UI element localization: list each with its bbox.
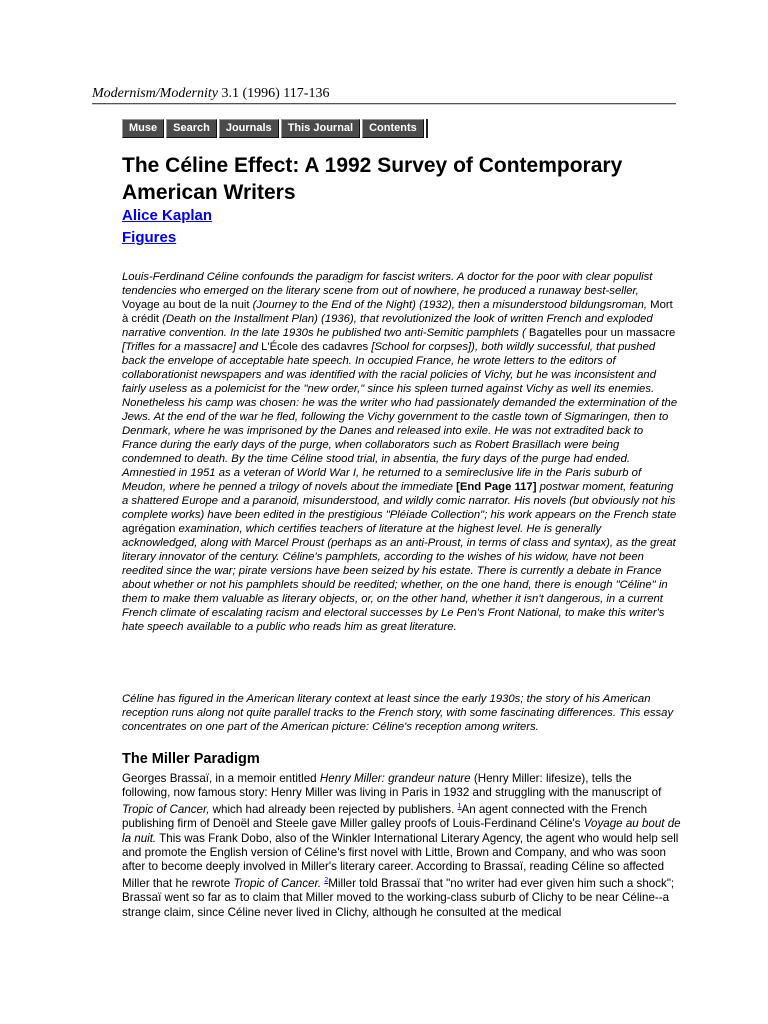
citation-details: 3.1 (1996) 117-136 xyxy=(217,86,330,101)
abstract-text: postwar moment, featuring a shattered Europe and a paranoid, misunderstood, and wildly comic narrator. His novels (but obviously not his complete works) have been edited in the prestigious "Pléiade Collection"; his work appears on the French state xyxy=(122,481,677,521)
body-text: This was Frank Dobo, also of the Winkler International Literary Agency, the agent who would help sell and promote the English version of Céline's first novel with Little, Brown and Company, and who was soon after to become deeply involved in Miller's literary career. According to Brassaï, reading Céline so affected Miller that he rewrote xyxy=(122,831,679,891)
body-text: Miller told Brassaï that "no writer had ever given him such a shock"; Brassaï went so far as to claim that Miller moved to the working-class suburb of Clichy to be near Céline--a strange claim, since Céline never lived in Clichy, although he consulted at the medical xyxy=(122,877,675,919)
abstract-text: [School for corpses]), both wildly successful, that pushed back the envelope of acceptable hate speech. In occupied France, he wrote letters to the editors of collaborationist newspapers and was identified with the racial policies of Vichy, but he was inconsistent and fairly useless as a polemicist for the "new order," since his spleen turned against Vichy as well its enemies. Nonetheless his camp was chosen: he was the writer who had passionately demanded the extermination of the Jews. At the end of the war he fled, following the Vichy government to the castle town of Sigmaringen, then to Denmark, where he was imprisoned by the Danes and released into exile. He was not extradited back to France during the early days of the purge, when collaborators such as Robert Brasillach were being condemned to death. By the time Céline stood trial, in absentia, the fury days of the purge had ended. Amnestied in 1951 as a veteran of World War I, he returned to a semireclusive life in the Paris suburb of Meudon, where he penned a trilogy of novels about the immediate xyxy=(122,341,678,493)
abstract-text: (Death on the Installment Plan) (1936), that revolutionized the look of written French and exploded narrative convention. In the late 1930s he published two anti-Semitic pamphlets ( xyxy=(122,313,653,339)
nav-journals-button[interactable]: Journals xyxy=(219,119,279,138)
body-text: (Henry Miller: lifesize), tells the following, now famous story: Henry Miller was living in Paris in 1932 and struggling with the manuscript of xyxy=(122,772,662,800)
book-title: Henry Miller: grandeur nature xyxy=(319,772,471,785)
abstract-title-bagatelles: Bagatelles pour un massacre xyxy=(528,327,676,339)
abstract-text: [Trifles for a massacre] and xyxy=(122,341,262,353)
nav-contents-button[interactable]: Contents xyxy=(362,119,424,138)
body-paragraph xyxy=(122,772,682,920)
page-marker: [End Page 117] xyxy=(456,481,537,493)
abstract-text: examination, which certifies teachers of literature at the highest level. He is generally acknowledged, along with Marcel Proust (perhaps as an anti-Proust, in terms of class and syntax), as the great literary innovator of the century. Céline's pamphlets, according to the wishes of his widow, have not been reedited since the war; pirate versions have been seized by his estate. There is currently a debate in France about whether or not his pamphlets should be reedited; whether, on the one hand, there is enough "Céline" in them to make them valuable as literary objects, or, on the other hand, whether it isn't dangerous, in a current French climate of escalating racism and electoral successes by Le Pen's Front National, to make this writer's hate speech available to a public who reads him as great literature. xyxy=(122,523,676,633)
article-title: The Céline Effect: A 1992 Survey of Contemporary American Writers xyxy=(122,154,623,204)
abstract-title-mort: Mort à crédit xyxy=(122,299,673,325)
header-divider xyxy=(92,103,676,105)
nav-this-journal-button[interactable]: This Journal xyxy=(281,119,360,138)
abstract-text: Louis-Ferdinand Céline confounds the paradigm for fascist writers. A doctor for the poor with clear populist tendencies who emerged on the literary scene from out of nowhere, he produced a runaway best-seller, xyxy=(122,271,653,297)
book-title: Tropic of Cancer, xyxy=(122,803,210,817)
book-title: Tropic of Cancer. xyxy=(233,877,322,891)
author-link[interactable]: Alice Kaplan xyxy=(122,207,213,224)
abstract-title-ecole: L'École des cadavres xyxy=(261,341,369,353)
abstract-paragraph xyxy=(122,270,678,634)
body-text: which had already been rejected by publishers. xyxy=(209,803,458,817)
nav-muse-button[interactable]: Muse xyxy=(122,119,164,138)
figures-link[interactable]: Figures xyxy=(122,229,177,246)
journal-citation xyxy=(92,86,329,102)
abstract-title-voyage: Voyage au bout de la nuit xyxy=(122,299,250,311)
book-title: Voyage au bout de la nuit. xyxy=(122,817,681,845)
section-heading: The Miller Paradigm xyxy=(122,751,260,767)
nav-search-button[interactable]: Search xyxy=(166,119,217,138)
abstract-paragraph-2: Céline has figured in the American literary context at least since the early 1930s; the story of his American reception runs along not quite parallel tracks to the French story, with some fascinating differences. This essay concentrates on one part of the American picture: Céline's reception among writers. xyxy=(122,693,674,733)
body-text: Georges Brassaï, in a memoir entitled xyxy=(122,772,320,785)
footnote-link-1[interactable]: 1 xyxy=(457,803,462,811)
nav-bar xyxy=(122,119,428,138)
abstract-text: (Journey to the End of the Night) (1932), then a misunderstood bildungsroman, xyxy=(249,299,651,311)
abstract-term-agregation: agrégation xyxy=(122,523,176,535)
journal-name: Modernism/Modernity xyxy=(92,86,218,101)
body-text: An agent connected with the French publishing firm of Denoël and Steele gave Miller galley proofs of Louis-Ferdinand Céline's xyxy=(122,803,648,831)
footnote-link-2[interactable]: 2 xyxy=(324,877,329,885)
